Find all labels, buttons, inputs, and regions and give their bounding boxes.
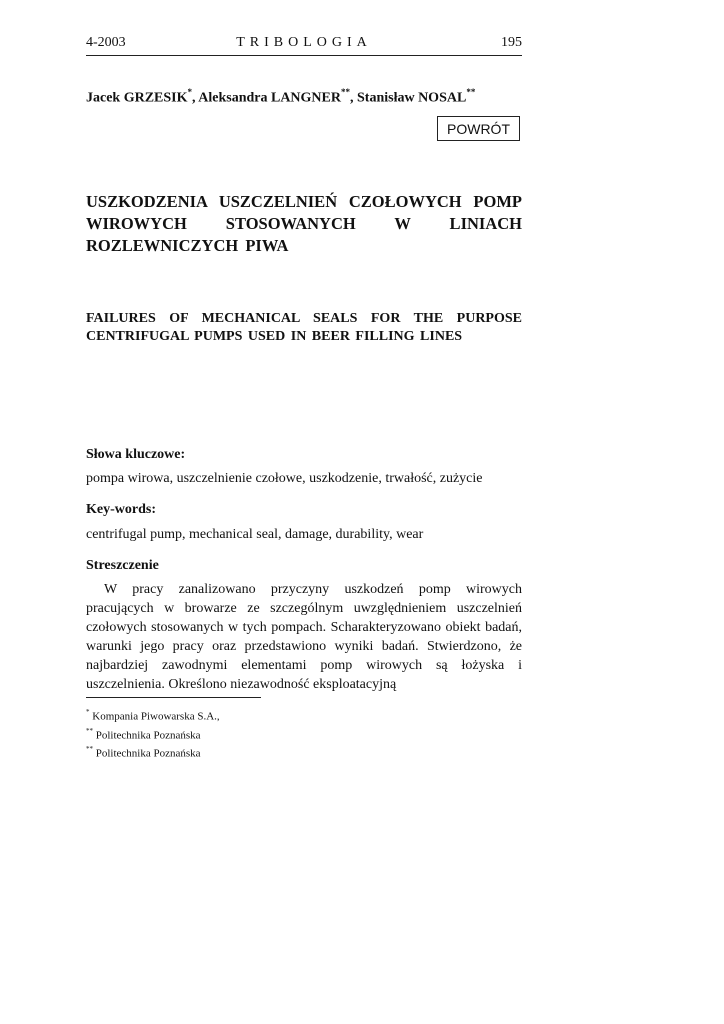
author-name: Jacek GRZESIK xyxy=(86,90,188,106)
title-english: FAILURES OF MECHANICAL SEALS FOR THE PURPOSE CENTRIFUGAL PUMPS USED IN BEER FILLING LINES xyxy=(86,311,522,344)
keywords-english-heading: Key-words: xyxy=(86,502,156,517)
footnote-text: Politechnika Poznańska xyxy=(95,729,201,742)
footnote-mark: ** xyxy=(86,745,93,754)
footnote-text: Politechnika Poznańska xyxy=(95,747,201,760)
author-name: Aleksandra LANGNER xyxy=(198,90,341,106)
footnote-text: Kompania Piwowarska S.A., xyxy=(92,710,220,723)
journal-name: TRIBOLOGIA xyxy=(236,35,372,50)
abstract-text: W pracy zanalizowano przyczyny uszkodzeń pomp wirowych pracujących w browarze ze szczególnym uwzględnieniem uszczelnień czołowych stosowanych w tych pompach. Scharakteryzowano obiekt badań, warunki jego pracy oraz przedstawiono wyniki badań. Stwierdzono, że najbardziej zawodnymi elementami pomp wirowych są łożyska i uszczelnienia. Określono niezawodność eksploatacyjną xyxy=(86,582,522,692)
keywords-polish-text: pompa wirowa, uszczelnienie czołowe, uszkodzenie, trwałość, zużycie xyxy=(86,471,483,486)
keywords-english-text: centrifugal pump, mechanical seal, damage, durability, wear xyxy=(86,527,424,542)
author-name: Stanisław NOSAL xyxy=(357,90,467,106)
author-list: Jacek GRZESIK*, Aleksandra LANGNER**, Stanisław NOSAL** xyxy=(86,87,476,106)
footnote-item xyxy=(86,706,522,725)
running-header xyxy=(86,35,522,56)
title-polish: USZKODZENIA USZCZELNIEŃ CZOŁOWYCH POMP WIROWYCH STOSOWANYCH W LINIACH ROZLEWNICZYCH PIWA xyxy=(86,192,522,255)
page-number: 195 xyxy=(501,35,522,50)
footnote-item xyxy=(86,743,522,762)
author-affiliation-mark: ** xyxy=(341,87,350,97)
keywords-polish-heading: Słowa kluczowe: xyxy=(86,447,186,462)
abstract-heading: Streszczenie xyxy=(86,558,159,573)
back-button[interactable]: POWRÓT xyxy=(437,116,520,141)
footnote-divider xyxy=(86,697,261,698)
author-affiliation-mark: * xyxy=(187,87,193,97)
footnotes xyxy=(86,706,522,762)
footnote-mark: ** xyxy=(86,726,93,735)
author-affiliation-mark: ** xyxy=(466,87,476,97)
footnote-item xyxy=(86,725,522,744)
issue-number: 4-2003 xyxy=(86,35,126,50)
footnote-mark: * xyxy=(86,708,90,716)
